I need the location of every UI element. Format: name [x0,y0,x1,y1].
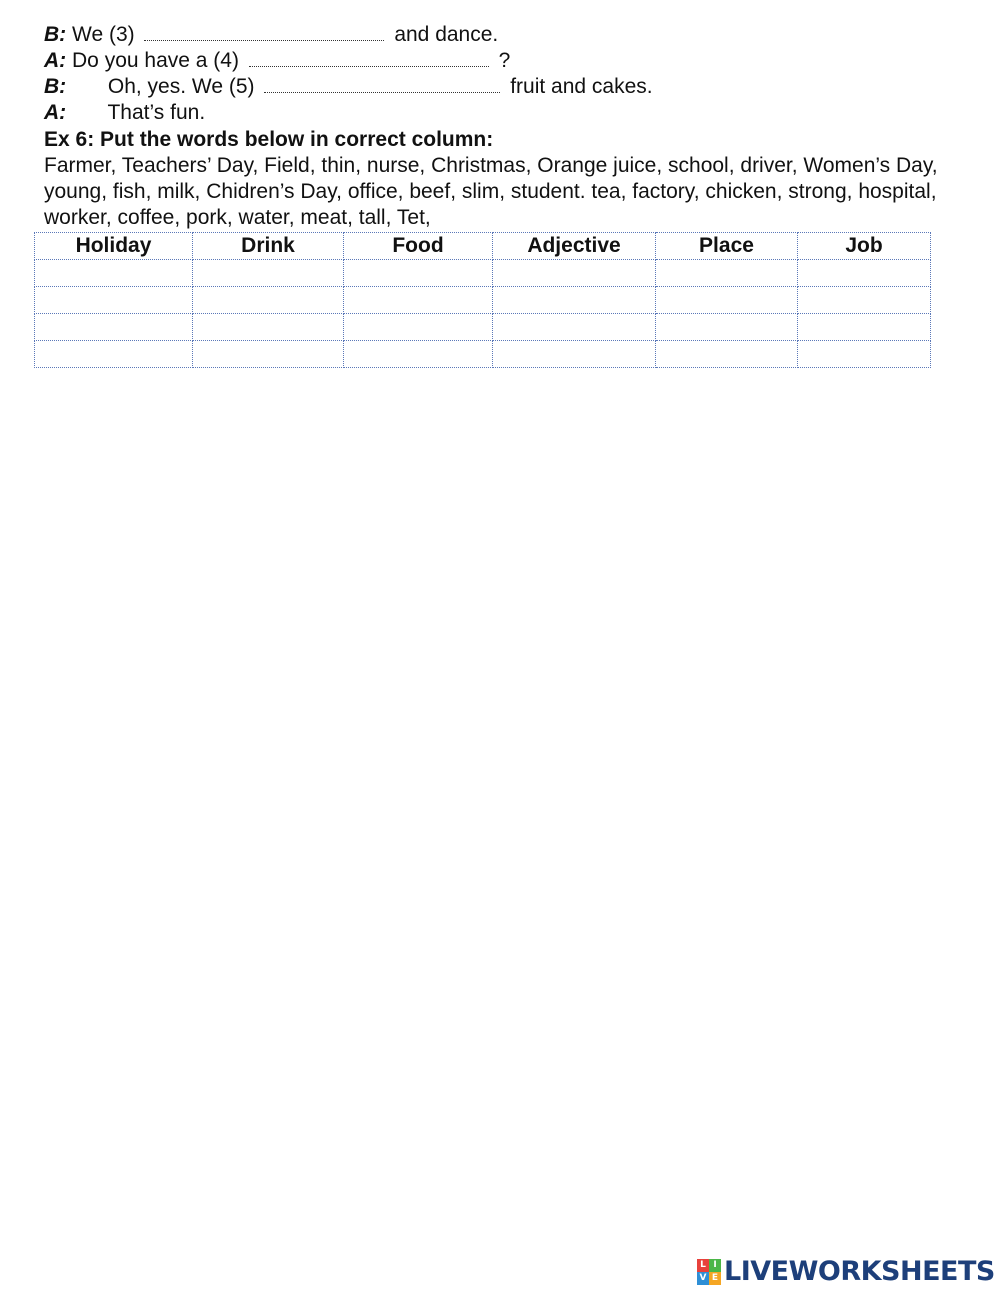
table-header-row [35,233,931,260]
dialogue-line-end [44,100,205,126]
answer-cell[interactable] [656,260,798,287]
answer-cell[interactable] [493,287,656,314]
answer-cell[interactable] [493,341,656,368]
table-row [35,287,931,314]
logo-text: LIVEWORKSHEETS [724,1256,995,1287]
table-row [35,314,931,341]
column-header-adjective: Adjective [493,233,656,260]
dialogue-line-3 [44,22,498,48]
dialogue-text: That’s fun. [107,101,206,124]
answer-cell[interactable] [656,287,798,314]
answer-cell[interactable] [193,287,344,314]
table-row [35,341,931,368]
answer-cell[interactable] [344,314,493,341]
live-badge-icon [697,1259,721,1285]
answer-cell[interactable] [193,260,344,287]
liveworksheets-logo [697,1256,995,1287]
answer-cell[interactable] [798,287,931,314]
blank-5-input[interactable] [264,80,500,93]
answer-cell[interactable] [493,314,656,341]
answer-cell[interactable] [35,314,193,341]
answer-cell[interactable] [35,260,193,287]
answer-cell[interactable] [193,341,344,368]
answer-cell[interactable] [344,341,493,368]
answer-cell[interactable] [493,260,656,287]
column-header-drink: Drink [193,233,344,260]
dialogue-text: Oh, yes. We (5) [107,75,255,98]
dialogue-text: and dance. [394,23,499,46]
badge-letter: V [697,1272,709,1285]
word-list: Farmer, Teachers’ Day, Field, thin, nurse, Christmas, Orange juice, school, driver, Women’s Day, young, fish, milk, Chidren’s Day, office, beef, slim, student. tea, factory, chicken, strong, hospital, worker, coffee, pork, water, meat, tall, Tet, [44,154,938,229]
table-row [35,260,931,287]
answer-cell[interactable] [35,287,193,314]
answer-cell[interactable] [344,287,493,314]
answer-cell[interactable] [798,314,931,341]
sorting-table [34,232,931,368]
badge-letter: E [709,1272,721,1285]
column-header-food: Food [344,233,493,260]
answer-cell[interactable] [35,341,193,368]
dialogue-text: fruit and cakes. [510,75,653,98]
blank-3-input[interactable] [144,28,384,41]
dialogue-line-4 [44,48,510,74]
dialogue-text: Do you have a (4) [72,49,239,72]
answer-cell[interactable] [656,341,798,368]
column-header-job: Job [798,233,931,260]
dialogue-text: ? [498,49,511,72]
answer-cell[interactable] [656,314,798,341]
speaker-label: A: [44,49,67,72]
answer-cell[interactable] [344,260,493,287]
blank-4-input[interactable] [249,54,489,67]
column-header-place: Place [656,233,798,260]
speaker-label: B: [44,23,67,46]
exercise-heading: Ex 6: Put the words below in correct column: [44,128,494,151]
dialogue-line-5 [44,74,653,100]
badge-letter: I [709,1259,721,1272]
badge-letter: L [697,1259,709,1272]
column-header-holiday: Holiday [35,233,193,260]
dialogue-text: We (3) [72,23,135,46]
answer-cell[interactable] [798,341,931,368]
speaker-label: B: [44,75,67,98]
answer-cell[interactable] [798,260,931,287]
answer-cell[interactable] [193,314,344,341]
speaker-label: A: [44,101,67,124]
